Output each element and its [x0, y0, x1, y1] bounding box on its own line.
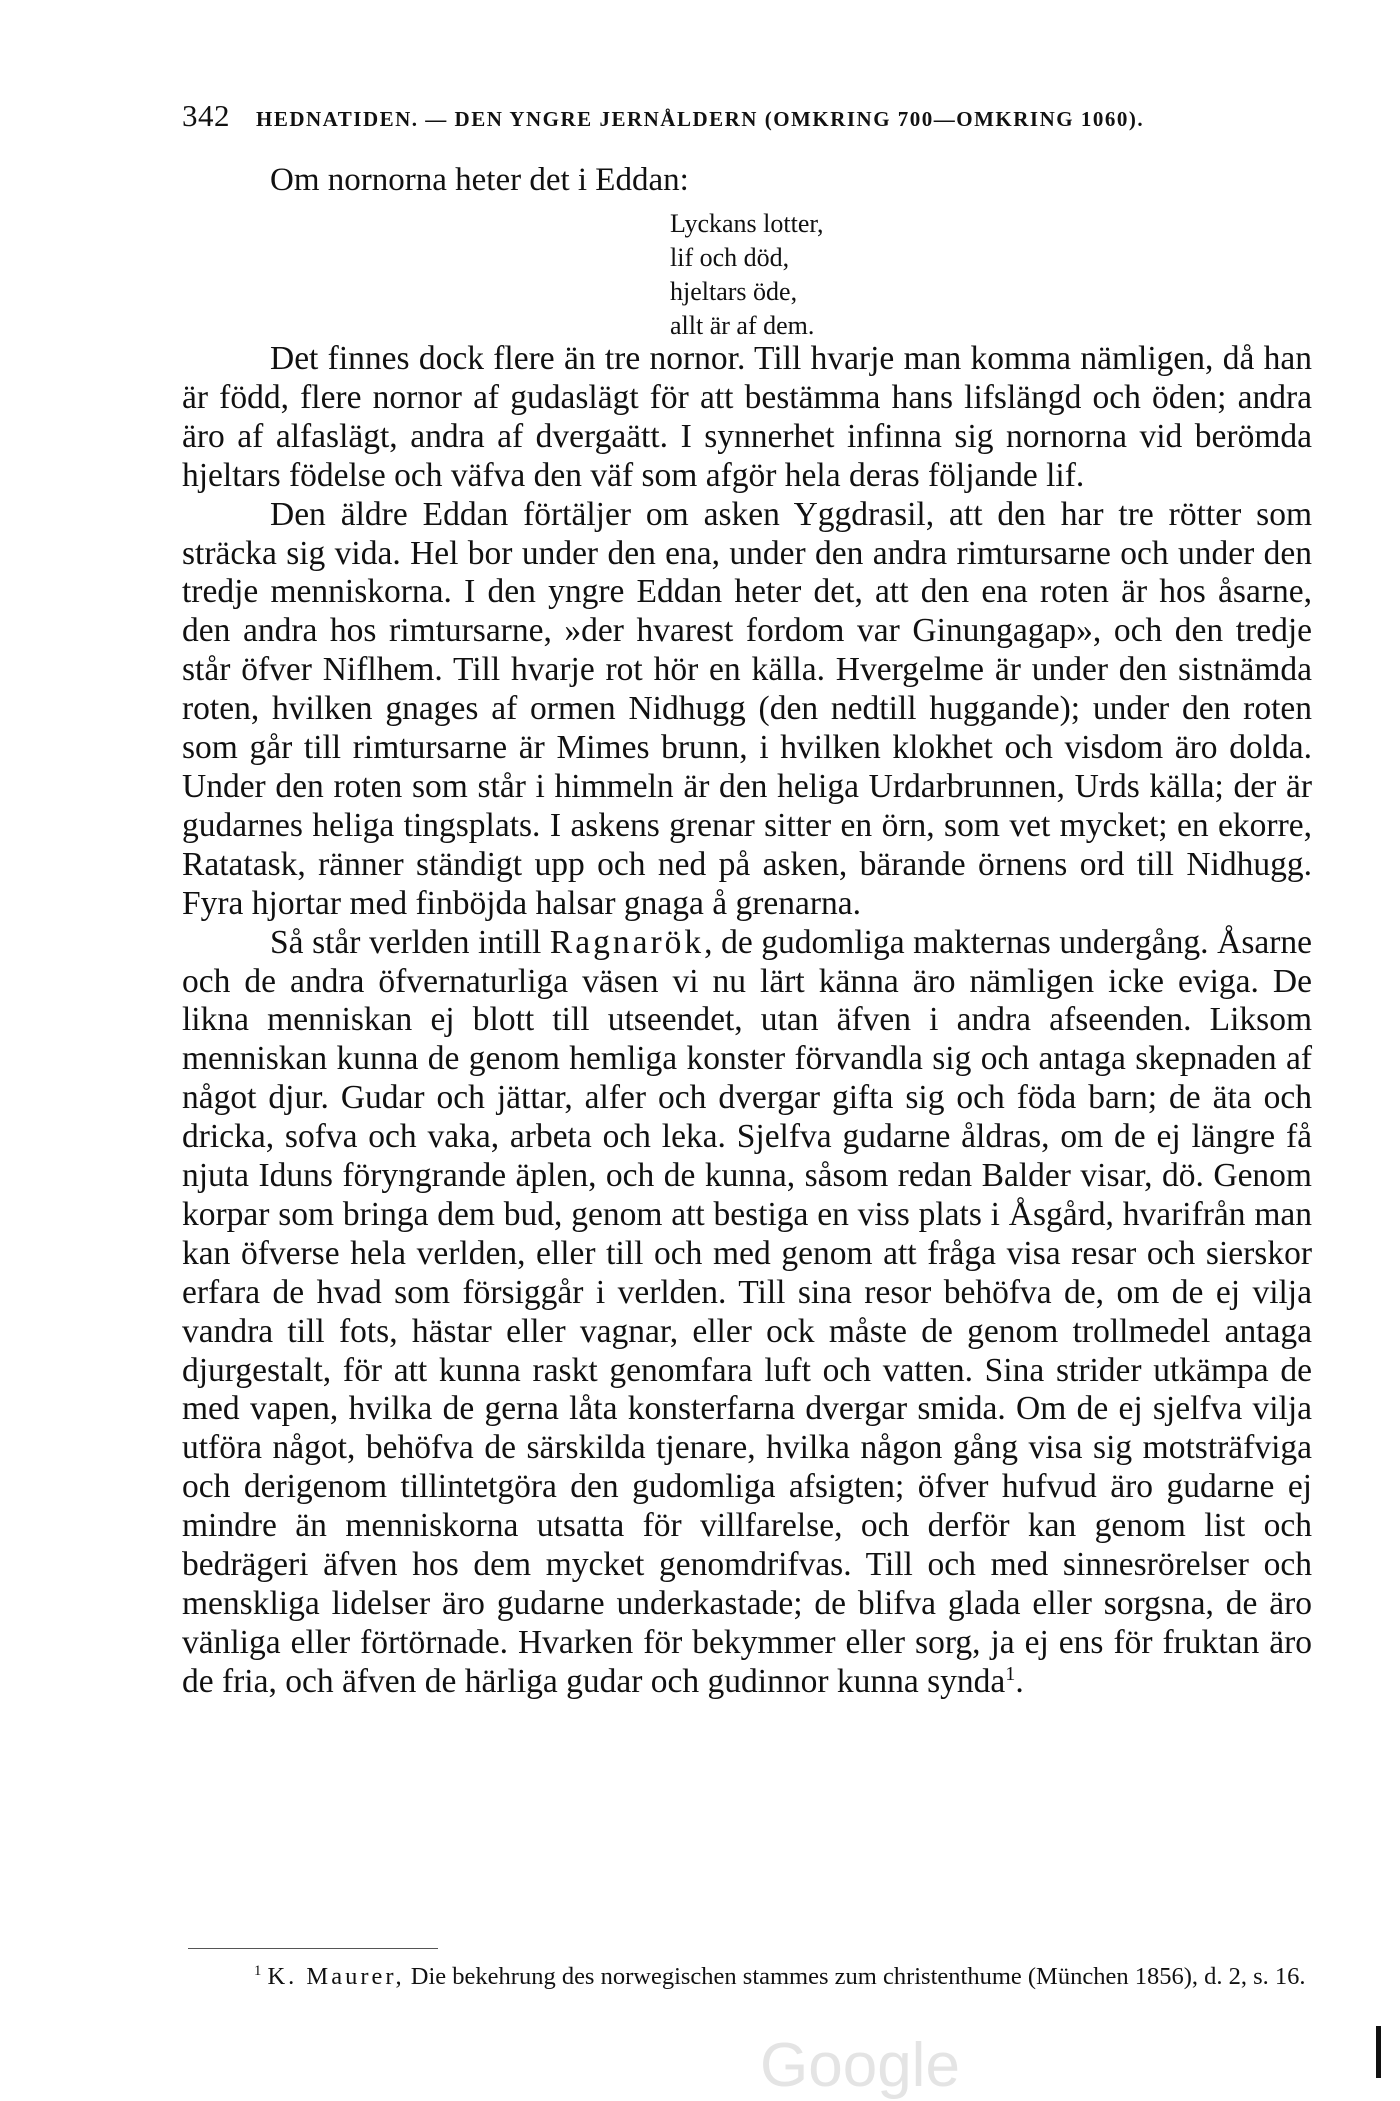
- verse-line: hjeltars öde,: [670, 277, 798, 306]
- paragraph-ragnarok: [182, 924, 1312, 1702]
- paragraph-nornor: Det finnes dock flere än tre nornor. Till hvarje man komma nämligen, då han är född, flere nornor af gudaslägt för att bestämma hans lifslängd och öden; andra äro af alfaslägt, andra af dvergaätt. I synnerhet infinna sig nornorna vid berömda hjeltars födelse och väfva den väf som afgör hela deras följande lif.: [182, 340, 1312, 494]
- footnote-ref[interactable]: 1: [1005, 1662, 1016, 1685]
- body-text: [182, 340, 1312, 1702]
- footnote-author: K. Maurer,: [267, 1963, 405, 1990]
- footnote-divider: [188, 1948, 438, 1949]
- paragraph-end: .: [1015, 1662, 1024, 1700]
- running-title: HEDNATIDEN. — DEN YNGRE JERNÅLDERN (OMKRING 700—OMKRING 1060).: [256, 107, 1145, 131]
- footnote-text: Die bekehrung des norwegischen stammes zum christenthume (München 1856), d. 2, s. 16.: [404, 1963, 1306, 1990]
- footnote: [188, 1960, 1338, 1994]
- page-number: 342: [182, 98, 230, 133]
- verse-line: Lyckans lotter,: [670, 209, 824, 238]
- footnote-mark: 1: [254, 1962, 262, 1979]
- paragraph-text: , de gudomliga makternas undergång. Åsarne och de andra öfvernaturliga väsen vi nu lärt känna äro nämligen icke eviga. De likna menniskan ej blott till utseendet, utan äfven i andra afseenden. Liksom menniskan kunna de genom hemliga konster förvandla sig och antaga skepnaden af något djur. Gudar och jättar, alfer och dvergar gifta sig och föda barn; de äta och dricka, sofva och vaka, arbeta och leka. Sjelfva gudarne åldras, om de ej längre få njuta Iduns föryngrande äplen, och de kunna, såsom redan Balder visar, dö. Genom korpar som bringa dem bud, genom att bestiga en viss plats i Åsgård, hvarifrån man kan öfverse hela verlden, eller till och med genom att fråga visa resar och sierskor erfara de hvad som försiggår i verlden. Till sina resor behöfva de, om de ej vilja vandra till fots, hästar eller vagnar, eller ock måste de genom trollmedel antaga djurgestalt, för att kunna raskt genomfara luft och vatten. Sina strider utkämpa de med vapen, hvilka de gerna låta konsterfarna dvergar smida. Om de ej sjelfva vilja utföra något, behöfva de särskilda tjenare, hvilka någon gång visa sig motsträfviga och derigenom tillintetgöra den gudomliga afsigten; öfver hufvud äro gudarne ej mindre än menniskorna utsatta för villfarelse, och derför kan genom list och bedrägeri äfven hos dem mycket genomdrifvas. Till och med sinnesrörelser och menskliga lidelser äro gudarne underkastade; de blifva glada eller sorgsna, de äro vänliga eller förtörnade. Hvarken för bekymmer eller sorg, ja ej ens för fruktan äro de fria, och äfven de härliga gudar och gudinnor kunna synda: [182, 923, 1312, 1700]
- google-watermark: Google: [760, 2031, 960, 2100]
- verse-line: lif och död,: [670, 243, 790, 272]
- intro-line: Om nornorna heter det i Eddan:: [270, 162, 689, 198]
- paragraph-yggdrasil: Den äldre Eddan förtäljer om asken Yggdrasil, att den har tre rötter som sträcka sig vida. Hel bor under den ena, under den andra rimtursarne och under den tredje menniskorna. I den yngre Eddan heter det, att den ena roten är hos åsarne, den andra hos rimtursarne, »der hvarest fordom var Ginungagap», och den tredje står öfver Niflhem. Till hvarje rot hör en källa. Hvergelme är under den sistnämda roten, hvilken gnages af ormen Nidhugg (den nedtill huggande); under den roten som går till rimtursarne är Mimes brunn, i hvilken klokhet och visdom äro dolda. Under den roten som står i himmeln är den heliga Urdarbrunnen, Urds källa; der är gudarnes heliga tingsplats. I askens grenar sitter en örn, som vet mycket; en ekorre, Ratatask, ränner ständigt upp och ned på asken, bärande örnens ord till Nidhugg. Fyra hjortar med finböjda halsar gnaga å grenarna.: [182, 495, 1312, 922]
- page-header: [182, 98, 1392, 134]
- spaced-term: Ragnarök: [549, 923, 705, 961]
- verse-quote: [670, 207, 823, 343]
- verse-line: allt är af dem.: [670, 311, 815, 340]
- scan-edge-mark: [1376, 2026, 1381, 2078]
- paragraph-text: Så står verlden intill: [270, 923, 550, 961]
